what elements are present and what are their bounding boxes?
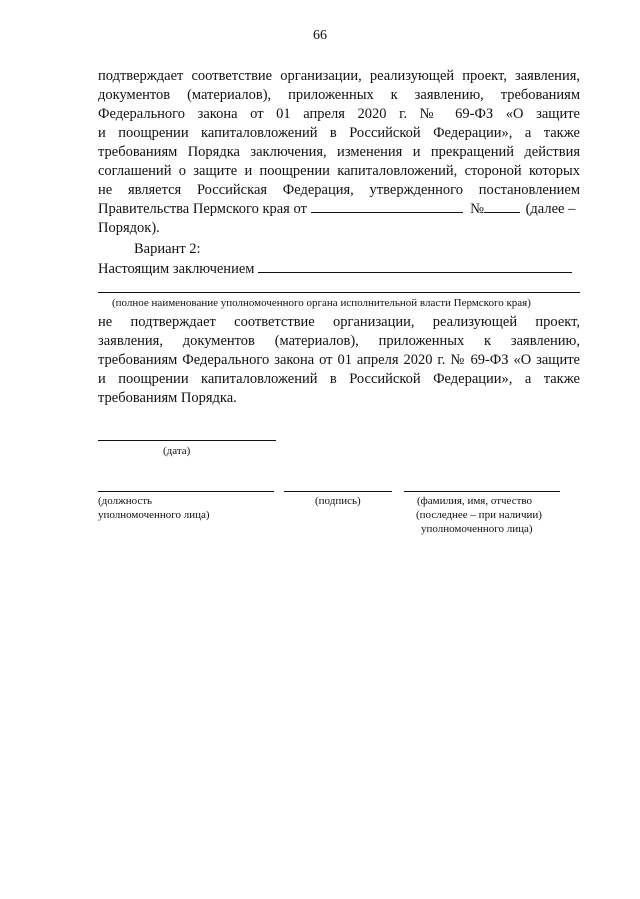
variant1-line-5: требованиям Порядка заключения, изменения и прекращений действия: [98, 144, 580, 160]
date-caption: (дата): [163, 445, 191, 457]
variant2-heading: Вариант 2:: [134, 241, 201, 257]
sign-caption: (подпись): [315, 495, 361, 507]
organ-name-blank-line-2[interactable]: [98, 292, 580, 293]
variant2-line-3: требованиям Федерального закона от 01 апреля 2020 г. № 69-ФЗ «О защите: [98, 352, 580, 368]
name-line[interactable]: [404, 491, 560, 492]
variant1-line-6: соглашений о защите и поощрении капиталовложений, стороной которых: [98, 163, 580, 179]
organ-caption: (полное наименование уполномоченного органа исполнительной власти Пермского края): [112, 297, 531, 309]
decree-suffix: (далее –: [525, 201, 576, 217]
decree-date-blank[interactable]: [311, 212, 463, 213]
variant1-line-1: подтверждает соответствие организации, реализующей проект, заявления,: [98, 68, 580, 84]
variant2-line-4: и поощрении капиталовложений в Российской Федерации», а также: [98, 371, 580, 387]
name-caption-2: (последнее – при наличии): [416, 509, 542, 521]
position-line[interactable]: [98, 491, 274, 492]
variant2-line-5: требованиям Порядка.: [98, 390, 237, 406]
variant2-line-1: не подтверждает соответствие организации, реализующей проект,: [98, 314, 580, 330]
variant1-line-2: документов (материалов), приложенных к заявлению, требованиям: [98, 87, 580, 103]
conclusion-label: Настоящим заключением: [98, 261, 255, 277]
variant1-line-3: Федерального закона от 01 апреля 2020 г. № 69-ФЗ «О защите: [98, 106, 580, 122]
decree-number-sign: №: [470, 201, 484, 217]
decree-number-blank[interactable]: [484, 212, 520, 213]
variant1-line-7: не является Российская Федерация, утвержденного постановлением: [98, 182, 580, 198]
variant1-line-9: Порядок).: [98, 220, 160, 236]
variant2-line-2: заявления, документов (материалов), приложенных к заявлению,: [98, 333, 580, 349]
variant1-line-8: [98, 200, 580, 219]
decree-prefix: Правительства Пермского края от: [98, 201, 307, 217]
date-line[interactable]: [98, 440, 276, 441]
sign-line[interactable]: [284, 491, 392, 492]
position-caption-1: (должность: [98, 495, 153, 507]
name-caption-1: (фамилия, имя, отчество: [417, 495, 533, 507]
position-caption-2: уполномоченного лица): [98, 509, 210, 521]
name-caption-3: уполномоченного лица): [421, 523, 533, 535]
organ-name-blank[interactable]: [258, 272, 572, 273]
page-number: 66: [313, 28, 327, 43]
conclusion-line: [98, 260, 580, 279]
variant1-line-4: и поощрении капиталовложений в Российской Федерации», а также: [98, 125, 580, 141]
